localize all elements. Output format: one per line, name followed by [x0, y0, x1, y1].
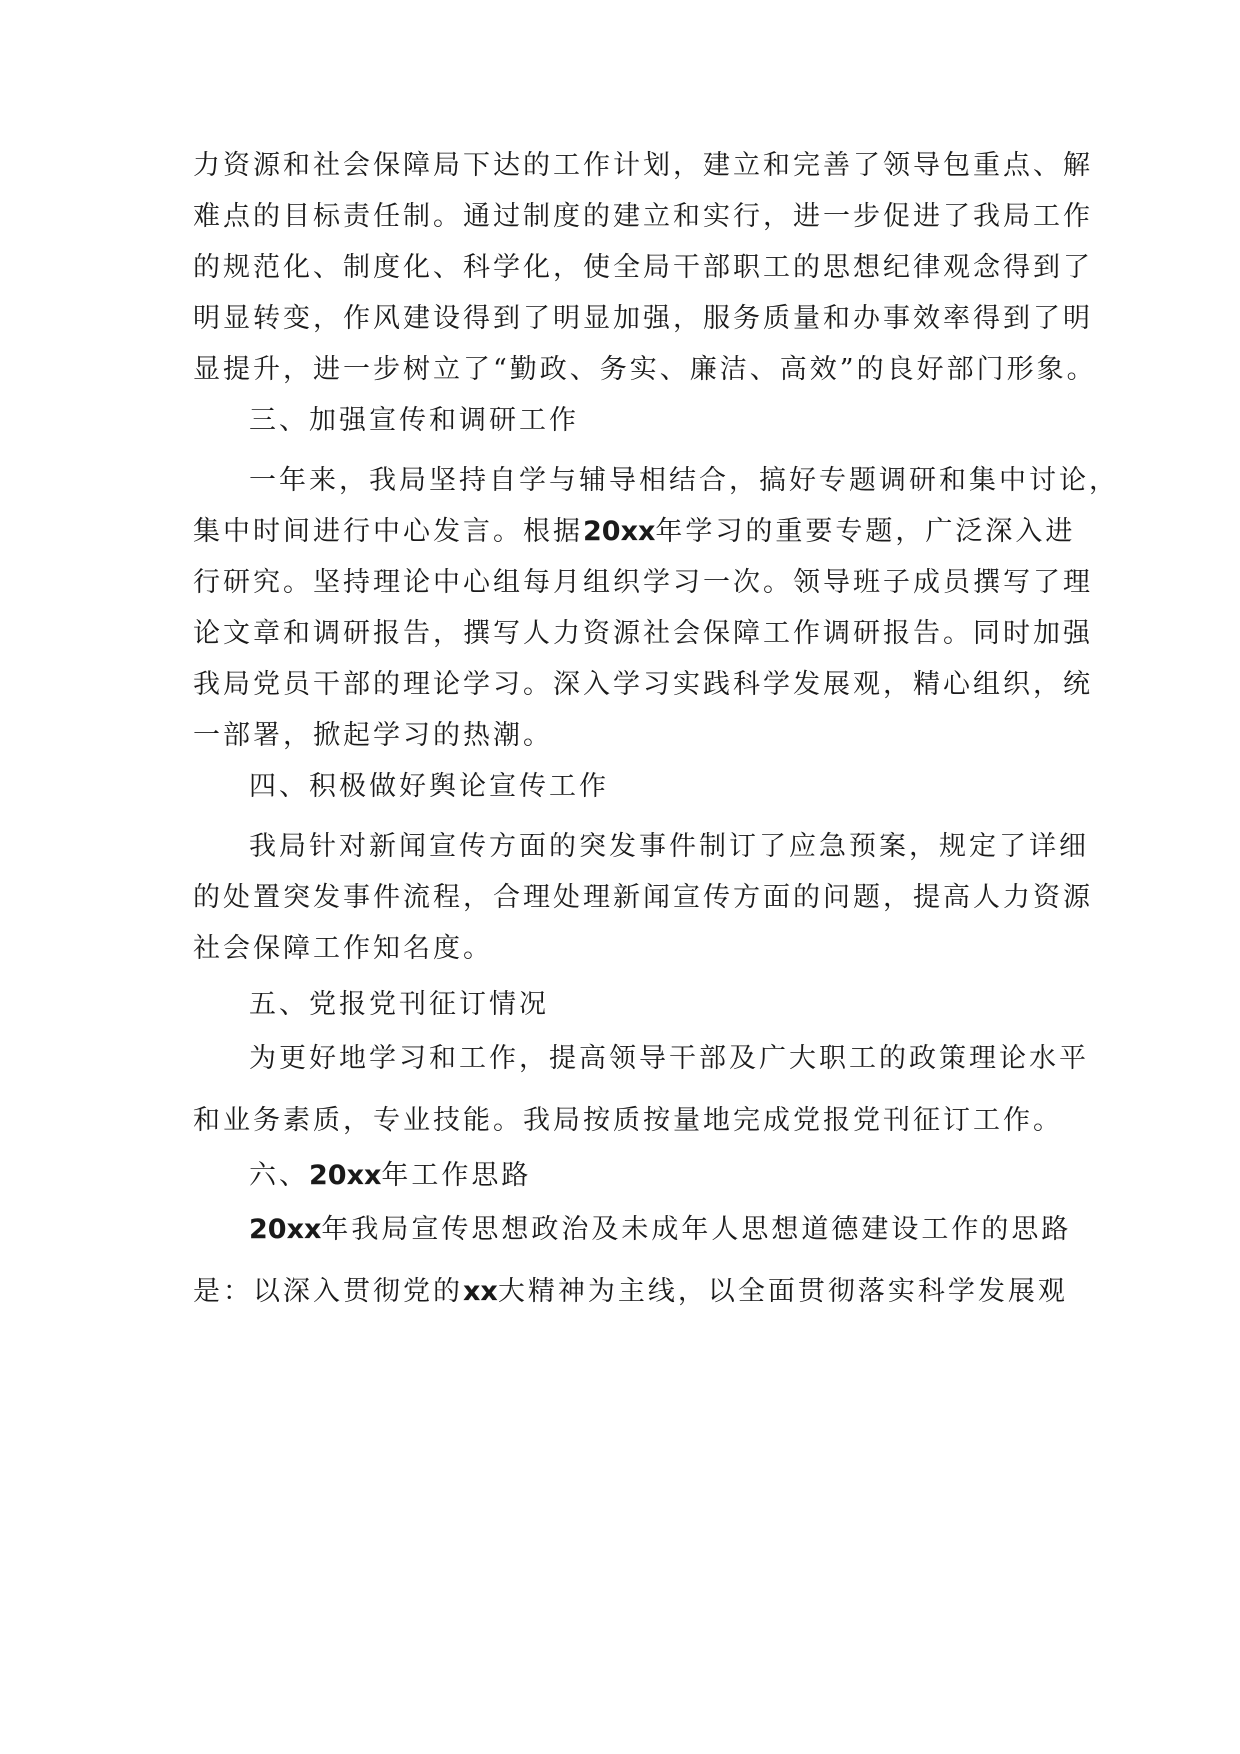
paragraph-line: 一部署，掀起学习的热潮。: [193, 720, 553, 751]
paragraph-line: [193, 512, 1076, 552]
year-placeholder: 20xx: [249, 1214, 322, 1245]
section-heading: 四、积极做好舆论宣传工作: [249, 771, 609, 802]
paragraph-line: 我局党员干部的理论学习。深入学习实践科学发展观，精心组织，统: [193, 669, 1093, 700]
paragraph-line: [249, 1210, 1072, 1250]
paragraph-line: 的规范化、制度化、科学化，使全局干部职工的思想纪律观念得到了: [193, 252, 1093, 283]
paragraph-line: 的处置突发事件流程，合理处理新闻宣传方面的问题，提高人力资源: [193, 882, 1093, 913]
paragraph-line: 行研究。坚持理论中心组每月组织学习一次。领导班子成员撰写了理: [193, 567, 1093, 598]
section-heading: [249, 1156, 531, 1196]
line-segment: 年学习的重要专题，广泛深入进: [655, 516, 1076, 547]
paragraph-line: 显提升，进一步树立了“勤政、务实、廉洁、高效”的良好部门形象。: [193, 354, 1097, 385]
paragraph-line: 为更好地学习和工作，提高领导干部及广大职工的政策理论水平: [249, 1043, 1089, 1074]
paragraph-line: 一年来，我局坚持自学与辅导相结合，搞好专题调研和集中讨论，: [249, 465, 1119, 496]
paragraph-line: 论文章和调研报告，撰写人力资源社会保障工作调研报告。同时加强: [193, 618, 1093, 649]
congress-placeholder: xx: [463, 1276, 498, 1307]
paragraph-line: 我局针对新闻宣传方面的突发事件制订了应急预案，规定了详细: [249, 831, 1089, 862]
paragraph-line: 力资源和社会保障局下达的工作计划，建立和完善了领导包重点、解: [193, 150, 1093, 181]
line-segment: 年工作思路: [381, 1160, 532, 1191]
year-placeholder: 20xx: [583, 516, 656, 547]
line-segment: 六、: [249, 1160, 309, 1191]
paragraph-line: 社会保障工作知名度。: [193, 933, 493, 964]
section-heading: 五、党报党刊征订情况: [249, 989, 549, 1020]
line-segment: 集中时间进行中心发言。根据: [193, 516, 583, 547]
paragraph-line: 和业务素质，专业技能。我局按质按量地完成党报党刊征订工作。: [193, 1105, 1063, 1136]
line-segment: 年我局宣传思想政治及未成年人思想道德建设工作的思路: [321, 1214, 1072, 1245]
year-placeholder: 20xx: [309, 1160, 382, 1191]
paragraph-line: 明显转变，作风建设得到了明显加强，服务质量和办事效率得到了明: [193, 303, 1093, 334]
paragraph-line: [193, 1272, 1068, 1312]
line-segment: 大精神为主线，以全面贯彻落实科学发展观: [497, 1276, 1068, 1307]
paragraph-line: 难点的目标责任制。通过制度的建立和实行，进一步促进了我局工作: [193, 201, 1093, 232]
line-segment: 是：以深入贯彻党的: [193, 1276, 463, 1307]
section-heading: 三、加强宣传和调研工作: [249, 405, 579, 436]
